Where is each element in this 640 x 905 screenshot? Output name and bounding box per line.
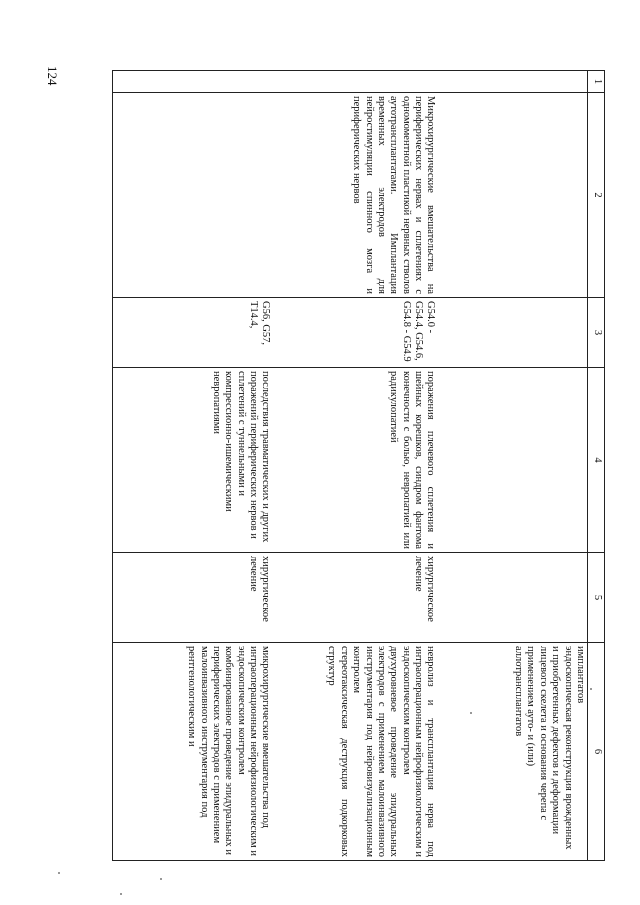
scan-speck: [58, 872, 60, 874]
rotated-table-container: [110, 70, 605, 860]
page-number: 124: [45, 66, 60, 86]
cell-number: [113, 71, 273, 93]
cell-treatment-type: хирургическое лечение: [113, 553, 273, 643]
cell-intervention: [438, 93, 588, 298]
column-number: 4: [588, 368, 605, 553]
cell-method: микрохирургические вмешательства под интраоперационным нейрофизиологическим и эндоскопическим контролем комбинированное проведение эпидуральных и периферических электродов с применением малоинвазивного инструментария под рентгенологическим и: [113, 643, 273, 861]
cell-number: [438, 71, 588, 93]
cell-method: невролиз и трансплантация нерва под интраоперационным нейрофизиологическим и эндоскопическим контролем двухуровневое проведение эпидуральных электродов с применением малоинвазивного инструментария под нейровизуализационным контролем стереотаксическая деструкция подкорковых структур: [273, 643, 438, 861]
cell-treatment-type: [438, 553, 588, 643]
cell-number: [273, 71, 438, 93]
cell-diagnosis: последствия травматических и других поражений периферических нервов и сплетений с туннельными и компрессионно-ишемическими невропатиями: [113, 368, 273, 553]
cell-diagnosis: [438, 368, 588, 553]
column-number-row: [588, 71, 605, 861]
cell-icd-code: [438, 298, 588, 368]
scan-speck: [590, 688, 592, 690]
column-number: 6: [588, 643, 605, 861]
cell-intervention: [113, 93, 273, 298]
cell-icd-code: G56, G57, T14.4,: [113, 298, 273, 368]
table-row: [438, 71, 588, 861]
scan-speck: [470, 712, 472, 714]
column-number: 5: [588, 553, 605, 643]
column-number: 3: [588, 298, 605, 368]
scan-speck: [120, 893, 122, 895]
cell-method: имплантатов эндоскопическая реконструкция врожденных и приобретенных дефектов и деформации лицевого скелета и основания черепа с применением ауто- и (или) аллотрансплантатов: [438, 643, 588, 861]
cell-diagnosis: поражения плечевого сплетения и шейных корешков, синдром фантома конечности с болью, невропатией или радикулопатией: [273, 368, 438, 553]
table-row: [273, 71, 438, 861]
cell-icd-code: G54.0 - G54.4, G54.6, G54.8 - G54.9: [273, 298, 438, 368]
cell-treatment-type: хирургическое лечение: [273, 553, 438, 643]
scan-speck: [160, 878, 162, 880]
column-number: 1: [588, 71, 605, 93]
cell-intervention: Микрохирургические вмешательства на периферических нервах и сплетениях с одномоментной пластикой нервных стволов аутотрансплантатами. Имплантация временных электродов для нейростимуляции спинного мозга и периферических нервов: [273, 93, 438, 298]
table-row: [113, 71, 273, 861]
column-number: 2: [588, 93, 605, 298]
treatment-table: [112, 70, 605, 861]
